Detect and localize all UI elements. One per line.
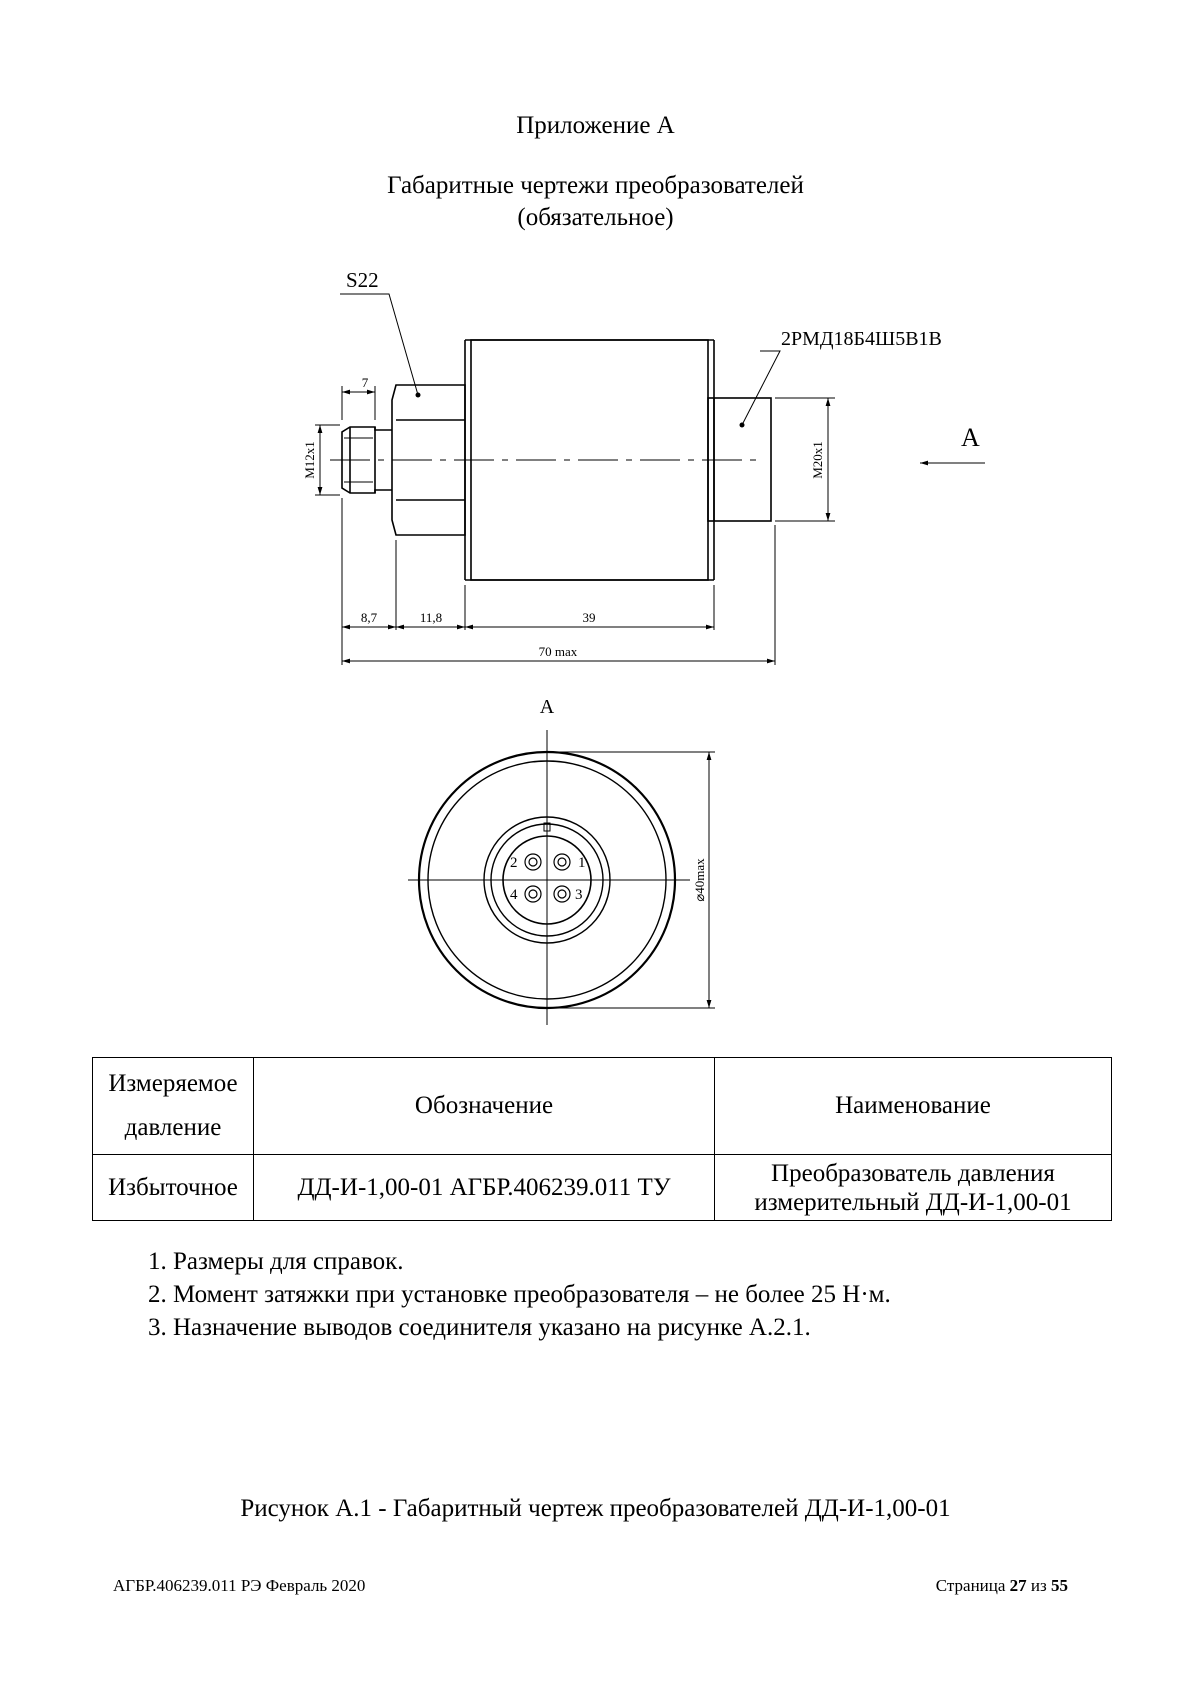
- footer-doc-id: АГБР.406239.011 РЭ Февраль 2020: [113, 1576, 366, 1595]
- page-sep: из: [1026, 1576, 1051, 1595]
- subtitle-note: (обязательное): [517, 204, 674, 231]
- view-title: А: [539, 696, 555, 718]
- diameter-label: ⌀40max: [692, 858, 707, 902]
- pin-3: 3: [575, 887, 583, 903]
- page-current: 27: [1009, 1576, 1027, 1595]
- page-prefix: Страница: [935, 1576, 1010, 1595]
- header-pressure: [93, 1058, 254, 1155]
- header-pressure-line2: давление: [124, 1114, 222, 1141]
- dim-7: 7: [361, 375, 369, 390]
- connector-label: 2РМД18Б4Ш5В1В: [781, 328, 942, 350]
- figure-caption: Рисунок А.1 - Габаритный чертеж преобразователей ДД-И-1,00-01: [240, 1495, 951, 1522]
- cell-designation: ДД-И-1,00-01 АГБР.406239.011 ТУ: [254, 1155, 715, 1221]
- dim-70: 70 max: [538, 644, 578, 659]
- cell-name-line1: Преобразователь давления: [771, 1159, 1055, 1187]
- dim-39: 39: [582, 610, 596, 625]
- view-arrow-label: А: [961, 423, 980, 452]
- header-name: Наименование: [715, 1058, 1112, 1155]
- appendix-title: Приложение А: [516, 112, 675, 139]
- page-total: 55: [1051, 1576, 1068, 1595]
- table-row: [93, 1155, 1112, 1221]
- cell-name-line2: измерительный ДД-И-1,00-01: [754, 1188, 1072, 1216]
- header-pressure-line1: Измеряемое: [108, 1070, 238, 1097]
- dim-8-7: 8,7: [360, 610, 378, 625]
- notes-list: [148, 1245, 891, 1344]
- spec-table: [92, 1057, 1112, 1221]
- thread-left-label: M12x1: [302, 441, 317, 479]
- thread-right-label: M20x1: [810, 441, 825, 479]
- pin-4: 4: [510, 887, 518, 903]
- wrench-size-label: S22: [346, 268, 379, 292]
- pin-1: 1: [578, 855, 586, 871]
- cell-pressure: Избыточное: [93, 1155, 254, 1221]
- note-item: 1. Размеры для справок.: [148, 1248, 404, 1275]
- cell-name: [715, 1155, 1112, 1221]
- note-item: 2. Момент затяжки при установке преобразователя – не более 25 Н·м.: [148, 1281, 891, 1308]
- subtitle-line: Габаритные чертежи преобразователей: [387, 172, 804, 199]
- footer-page-number: [936, 1576, 1068, 1596]
- note-item: 3. Назначение выводов соединителя указано на рисунке А.2.1.: [148, 1314, 811, 1341]
- header-designation: Обозначение: [254, 1058, 715, 1155]
- table-header-row: [93, 1058, 1112, 1155]
- dim-11-8: 11,8: [419, 610, 443, 625]
- pin-2: 2: [510, 855, 518, 871]
